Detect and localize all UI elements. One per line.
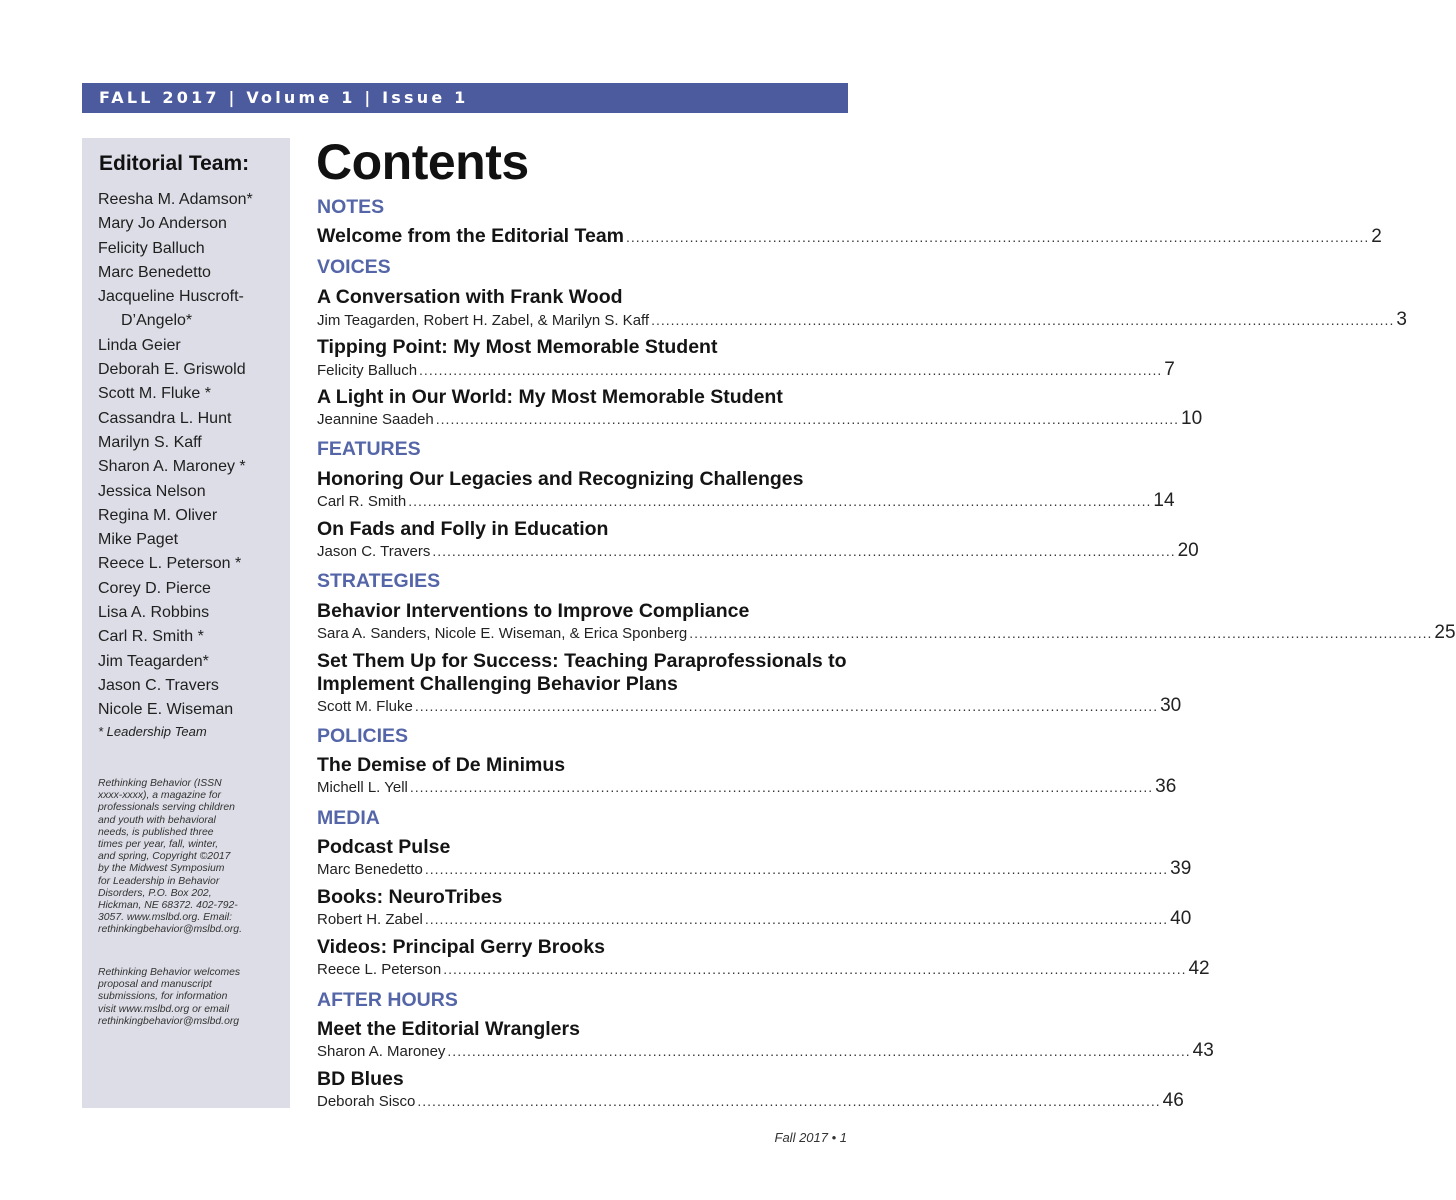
entry-author: Marc Benedetto [317, 861, 423, 878]
entry-title[interactable]: BD Blues [317, 1068, 404, 1090]
team-member: Felicity Balluch [98, 239, 205, 257]
dot-leader: ........................................................................................................................................................ [408, 493, 1152, 509]
dot-leader: ........................................................................................................................................................ [409, 779, 1154, 795]
dot-leader: ........................................................................................................................................................ [414, 698, 1159, 714]
toc-entry-compliance [317, 622, 1456, 644]
entry-author: Sara A. Sanders, Nicole E. Wiseman, & Erica Sponberg [317, 625, 688, 642]
toc-entry-wranglers [317, 1040, 1214, 1062]
team-member: Jacqueline Huscroft- [98, 288, 244, 306]
team-member: Deborah E. Griswold [98, 361, 246, 379]
section-heading-features: FEATURES [317, 438, 421, 460]
page-number: 14 [1153, 490, 1175, 511]
entry-title[interactable]: Videos: Principal Gerry Brooks [317, 936, 605, 958]
entry-author: Carl R. Smith [317, 493, 407, 510]
entry-author: Jason C. Travers [317, 543, 431, 560]
section-heading-voices: VOICES [317, 256, 391, 278]
editorial-sidebar [82, 138, 290, 1108]
toc-entry-success [317, 695, 1182, 717]
page-number: 20 [1177, 540, 1199, 561]
page-number: 2 [1371, 226, 1382, 247]
page-footer: Fall 2017 • 1 [774, 1130, 847, 1145]
team-member: Carl R. Smith * [98, 628, 204, 646]
toc-entry-bd-blues [317, 1090, 1184, 1112]
team-member: Linda Geier [98, 336, 181, 354]
dot-leader: ........................................................................................................................................................ [689, 625, 1433, 641]
team-member: Jason C. Travers [98, 676, 219, 694]
leadership-note: * Leadership Team [98, 724, 207, 739]
toc-entry-welcome[interactable] [317, 225, 1382, 248]
team-member: Sharon A. Maroney * [98, 458, 246, 476]
team-member: Nicole E. Wiseman [98, 701, 234, 719]
dot-leader: ........................................................................................................................................................ [447, 1043, 1191, 1059]
entry-title[interactable]: Books: NeuroTribes [317, 886, 503, 908]
entry-title[interactable]: The Demise of De Minimus [317, 754, 566, 776]
team-member: Regina M. Oliver [98, 506, 218, 524]
editorial-team-list [98, 188, 253, 723]
section-heading-policies: POLICIES [317, 725, 409, 747]
toc-entry-light [317, 408, 1203, 430]
entry-author: Felicity Balluch [317, 362, 418, 379]
team-member: Jim Teagarden* [98, 652, 209, 670]
page-number: 42 [1188, 958, 1210, 979]
entry-author: Jim Teagarden, Robert H. Zabel, & Marilyn S. Kaff [317, 312, 650, 329]
entry-author: Deborah Sisco [317, 1093, 416, 1110]
entry-title[interactable]: Honoring Our Legacies and Recognizing Challenges [317, 468, 804, 490]
team-member: Cassandra L. Hunt [98, 409, 232, 427]
team-member: Mary Jo Anderson [98, 215, 227, 233]
dot-leader: ........................................................................................................................................................ [626, 229, 1370, 245]
contents-title: Contents [316, 134, 529, 190]
toc-entry-tipping-point [317, 359, 1175, 381]
toc-entry-legacies [317, 490, 1175, 512]
entry-author: Jeannine Saadeh [317, 411, 434, 428]
editorial-team-heading: Editorial Team: [99, 152, 250, 175]
team-member: Reece L. Peterson * [98, 555, 242, 573]
entry-title-continued[interactable]: Implement Challenging Behavior Plans [317, 673, 678, 695]
page-number: 40 [1170, 908, 1192, 929]
page-number: 25 [1434, 622, 1456, 643]
page-number: 43 [1192, 1040, 1214, 1061]
page-number: 36 [1155, 776, 1177, 797]
team-member: Scott M. Fluke * [98, 385, 211, 403]
entry-title[interactable]: Set Them Up for Success: Teaching Paraprofessionals to [317, 650, 847, 672]
entry-title[interactable]: Podcast Pulse [317, 836, 451, 858]
page-number: 39 [1170, 858, 1192, 879]
toc-entry-fads [317, 540, 1199, 562]
section-heading-media: MEDIA [317, 807, 380, 829]
team-member: Corey D. Pierce [98, 579, 211, 597]
team-member: Marc Benedetto [98, 263, 211, 281]
toc-entry-podcast [317, 858, 1192, 880]
dot-leader: ........................................................................................................................................................ [424, 861, 1169, 877]
toc-entry-neurotribes [317, 908, 1192, 930]
entry-title[interactable]: Tipping Point: My Most Memorable Student [317, 336, 718, 358]
page-number: 46 [1162, 1090, 1184, 1111]
page-number: 3 [1396, 309, 1407, 330]
entry-author: Reece L. Peterson [317, 961, 442, 978]
entry-title: Welcome from the Editorial Team [317, 225, 625, 247]
entry-title[interactable]: On Fads and Folly in Education [317, 518, 609, 540]
page-number: 7 [1164, 359, 1175, 380]
toc-entry-minimus [317, 776, 1177, 798]
entry-title[interactable]: A Light in Our World: My Most Memorable Student [317, 386, 783, 408]
team-member-continuation: D’Angelo* [121, 312, 193, 330]
dot-leader: ........................................................................................................................................................ [443, 961, 1187, 977]
team-member: Mike Paget [98, 531, 179, 549]
team-member: Reesha M. Adamson* [98, 191, 253, 208]
dot-leader: ........................................................................................................................................................ [435, 411, 1180, 427]
entry-author: Scott M. Fluke [317, 698, 413, 715]
toc-entry-frank-wood [317, 309, 1407, 331]
submission-info: Rethinking Behavior welcomes proposal and manuscript submissions, for information visit www.mslbd.org or email rethinkingbehavior@mslbd.org [98, 967, 241, 1027]
page-number: 10 [1181, 408, 1203, 429]
dot-leader: ........................................................................................................................................................ [432, 543, 1176, 559]
entry-author: Michell L. Yell [317, 779, 408, 796]
entry-title[interactable]: A Conversation with Frank Wood [317, 286, 623, 308]
team-member: Marilyn S. Kaff [98, 433, 202, 451]
page-number: 30 [1160, 695, 1182, 716]
publication-info: Rethinking Behavior (ISSN xxxx-xxxx), a magazine for professionals serving children and youth with behavioral needs, is published three times per year, fall, winter, and spring, Copyright ©2017 by the Midwest Symposium for Leadership in Behavior Disorders, P.O. Box 202, Hickman, NE 68372. 402-792- 3057. www.mslbd.org. Email: rethinkingbehavior@mslbd.org. [98, 778, 242, 936]
entry-title[interactable]: Meet the Editorial Wranglers [317, 1018, 580, 1040]
team-member: Jessica Nelson [98, 482, 206, 500]
toc-entry-videos [317, 958, 1210, 980]
entry-author: Robert H. Zabel [317, 911, 423, 928]
dot-leader: ........................................................................................................................................................ [419, 362, 1163, 378]
section-heading-strategies: STRATEGIES [317, 570, 441, 592]
entry-title[interactable]: Behavior Interventions to Improve Compliance [317, 600, 750, 622]
section-heading-notes: NOTES [317, 196, 385, 218]
issue-banner: FALL 2017 | Volume 1 | Issue 1 [82, 83, 848, 113]
team-member: Lisa A. Robbins [98, 604, 210, 622]
entry-author: Sharon A. Maroney [317, 1043, 446, 1060]
dot-leader: ........................................................................................................................................................ [651, 312, 1395, 328]
section-heading-after-hours: AFTER HOURS [317, 989, 458, 1011]
dot-leader: ........................................................................................................................................................ [424, 911, 1169, 927]
dot-leader: ........................................................................................................................................................ [417, 1093, 1161, 1109]
